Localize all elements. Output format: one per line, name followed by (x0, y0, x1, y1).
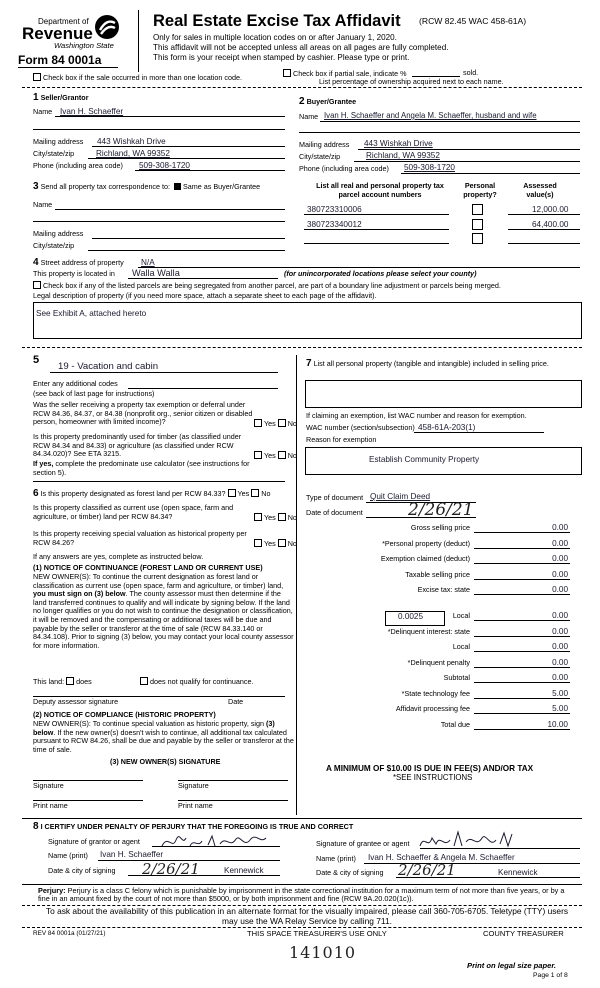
q-historic-answer: Yes No (254, 539, 297, 549)
q-timber-yes[interactable] (254, 451, 262, 459)
treasurer-stamp-number: 141010 (289, 943, 357, 962)
buyer-mailing[interactable]: 443 Wishkah Drive (364, 139, 433, 148)
correspondence-row: 3 Send all property tax correspondence to: Same as Buyer/Grantee (33, 181, 261, 192)
correspondence-mailing-field[interactable] (92, 238, 285, 239)
personal-col-header: Personal property? (463, 181, 497, 199)
land-does-checkbox[interactable] (66, 677, 74, 685)
grantor-print-name[interactable]: Ivan H. Schaeffer (100, 850, 164, 859)
assessed-value-1[interactable]: 12,000.00 (532, 205, 569, 214)
same-as-buyer-checkbox-checked[interactable] (174, 183, 181, 190)
q-forest-land: 6 Is this property designated as forest land per RCW 84.33? Yes No (33, 488, 271, 499)
tax-row-label: Affidavit processing fee (395, 704, 470, 713)
correspondence-name-field[interactable] (55, 209, 285, 210)
street-address[interactable]: N/A (141, 258, 155, 267)
segregated-row: Check box if any of the listed parcels are being segregated from another parcel, are part of a boundary line adjustment or parcels being merged. (33, 281, 501, 291)
revision-number: REV 84 0001a (01/27/21) (33, 930, 106, 937)
tax-row-field[interactable] (474, 698, 570, 699)
q-historic: Is this property receiving special valuation as historical property per RCW 84.26? (33, 529, 247, 547)
q-exemption-answer: Yes No (254, 419, 297, 429)
assessed-value-2[interactable]: 64,400.00 (532, 220, 569, 229)
seller-mailing[interactable]: 443 Wishkah Drive (97, 137, 166, 146)
land-does-not-checkbox[interactable] (140, 677, 148, 685)
legal-description: See Exhibit A, attached hereto (36, 309, 147, 318)
tax-row-field[interactable] (474, 563, 570, 564)
list-pct-note: List percentage of ownership acquired next to each name. (319, 77, 504, 86)
note-1: Only for sales in multiple location codes on or after January 1, 2020. (153, 33, 397, 42)
grantor-date[interactable]: 2/26/21 (142, 860, 200, 878)
q-current-use: Is this property classified as current use (open space, farm and agriculture, or timber) land per RCW 84.34? (33, 503, 234, 521)
q-exemption: Was the seller receiving a property tax exemption or deferral under RCW 84.36, 84.37, or 84.38 (nonprofit org., senior citizen or disabled person, homeowner with limited income)? (33, 400, 253, 427)
q-timber-if-yes: If yes, complete the predominate use calculator (see instructions for section 5). (33, 459, 250, 477)
tax-row-label: Taxable selling price (405, 569, 470, 579)
page-number: Page 1 of 8 (533, 972, 568, 979)
alternate-format-notice: To ask about the availability of this publication in an alternate format for the visually impaired, please call 360-705-6705. Teletype (TTY) users may use the WA Relay Service by calling 711. (45, 906, 569, 926)
personal-property-label: 7 List all personal property (tangible and intangible) included in selling price. (306, 358, 549, 369)
exemption-reason: Establish Community Property (369, 455, 480, 464)
personal-property-checkbox-2[interactable] (472, 219, 483, 230)
tax-row-value: 0.00 (552, 569, 568, 579)
tax-row-value: 10.00 (547, 719, 568, 729)
see-instructions: *SEE INSTRUCTIONS (393, 773, 473, 782)
partial-sale-checkbox[interactable] (283, 69, 291, 77)
q-timber-answer: Yes No (254, 451, 297, 461)
county-treasurer: COUNTY TREASURER (483, 929, 564, 938)
grantee-signature[interactable] (418, 830, 518, 852)
q-exemption-yes[interactable] (254, 419, 262, 427)
wac-number[interactable]: 458-61A-203(1) (418, 423, 476, 432)
state-name: Washington State (54, 41, 114, 50)
grantee-date[interactable]: 2/26/21 (398, 861, 456, 879)
tax-row-field[interactable] (474, 729, 570, 730)
parcel-col-header: List all real and personal property tax parcel account numbers (316, 181, 444, 199)
tax-row-field[interactable] (474, 682, 570, 683)
tax-row-field[interactable] (474, 579, 570, 580)
tax-row-value: 0.00 (552, 611, 568, 620)
land-use-code[interactable]: 19 - Vacation and cabin (58, 361, 159, 372)
tax-row-field[interactable] (474, 620, 570, 621)
document-type[interactable]: Quit Claim Deed (370, 492, 431, 501)
treasurer-use-only: THIS SPACE TREASURER'S USE ONLY (247, 929, 387, 938)
q-forest-no[interactable] (251, 489, 259, 497)
tax-row-label: Local (452, 611, 470, 620)
minimum-due: A MINIMUM OF $10.00 IS DUE IN FEE(S) AND/OR TAX (326, 764, 534, 773)
tax-row-value: 0.00 (552, 585, 568, 594)
personal-property-checkbox-3[interactable] (472, 233, 483, 244)
q-forest-yes[interactable] (228, 489, 236, 497)
buyer-city[interactable]: Richland, WA 99352 (366, 151, 440, 160)
seller-phone[interactable]: 509-308-1720 (139, 161, 190, 170)
perjury-notice: Perjury: Perjury is a class C felony which is punishable by imprisonment in the state correctional institution for a maximum term of not more than five years, or by a fine in an amount fixed by the court of not more than $5000, or by both imprisonment and fine (RCW 9A.20.020(1c)). (38, 886, 565, 904)
parcel-2[interactable]: 380723340012 (307, 220, 362, 229)
tax-row-value: 5.00 (552, 688, 568, 698)
tax-row-label: *Delinquent penalty (407, 657, 470, 667)
tax-row-field[interactable] (474, 594, 570, 595)
q-current-use-answer: Yes No (254, 513, 297, 523)
seller-name[interactable]: Ivan H. Schaeffer (60, 107, 124, 116)
note-2: This affidavit will not be accepted unless all areas on all pages are fully completed. (153, 43, 449, 52)
parcel-3[interactable] (304, 243, 449, 244)
note-3: This form is your receipt when stamped by cashier. Please type or print. (153, 53, 410, 62)
tax-row-field[interactable] (474, 713, 570, 714)
tax-row-value: 0.00 (552, 642, 568, 651)
q-exemption-no[interactable] (278, 419, 286, 427)
tax-row-value: 0.00 (552, 626, 568, 636)
legal-description-label: Legal description of property (if you need more space, attach a separate sheet to each page of the affidavit). (33, 291, 377, 300)
form-title: Real Estate Excise Tax Affidavit (153, 12, 401, 30)
tax-row-field[interactable] (474, 636, 570, 637)
assessed-value-3[interactable] (508, 243, 580, 244)
tax-row-label: Exemption claimed (deduct) (380, 554, 470, 563)
county[interactable]: Walla Walla (132, 268, 180, 278)
grantor-signature[interactable] (160, 832, 270, 852)
tax-row-value: 5.00 (552, 704, 568, 713)
this-land-row: This land: does (33, 677, 92, 686)
grantee-city[interactable]: Kennewick (498, 868, 538, 877)
buyer-heading: 2 Buyer/Grantee (299, 96, 357, 107)
document-date[interactable]: 2/26/21 (408, 500, 474, 520)
q-current-use-no[interactable] (278, 513, 286, 521)
tax-row-label: Gross selling price (410, 523, 470, 532)
land-does-not-row: does not qualify for continuance. (140, 677, 254, 687)
revenue-logo-icon (94, 14, 120, 40)
dept-line: Department of (38, 17, 89, 26)
segregated-checkbox[interactable] (33, 281, 41, 289)
tax-row-value: 0.00 (552, 554, 568, 563)
buyer-phone[interactable]: 509-308-1720 (404, 163, 455, 172)
q-historic-yes[interactable] (254, 539, 262, 547)
tax-row-label: Subtotal (443, 673, 470, 682)
notice-compliance-text: NEW OWNER(S): To continue special valuation as historic property, sign (3) below. If the new owner(s) doesn't wish to continue, all additional tax calculated pursuant to RCW 84.26, shall be due and payable by the seller or transferor at the time of sale. (33, 719, 294, 754)
partial-sale-row: Check box if partial sale, indicate % (283, 69, 406, 79)
q-historic-no[interactable] (278, 539, 286, 547)
parcel-1[interactable]: 380723310006 (307, 205, 362, 214)
q-timber: Is this property predominantly used for timber (as classified under RCW 84.34 and 84.33) or agriculture (as classified under RCW 84.34.020)? See ETA 3215. (33, 432, 242, 459)
legal-paper-note: Print on legal size paper. (467, 961, 557, 970)
tax-row-value: 0.00 (552, 523, 568, 532)
tax-row-label: Total due (440, 719, 470, 729)
correspondence-city-field[interactable] (88, 250, 285, 251)
new-owner-signature-title: (3) NEW OWNER(S) SIGNATURE (110, 757, 221, 766)
buyer-name[interactable]: Ivan H. Schaeffer and Angela M. Schaeffer, husband and wife (324, 111, 537, 120)
form-number: Form 84 0001a (18, 53, 102, 67)
certify-statement: 8 I CERTIFY UNDER PENALTY OF PERJURY THAT THE FOREGOING IS TRUE AND CORRECT (33, 821, 354, 832)
tax-rate: 0.0025 (398, 612, 424, 621)
multi-location-checkbox[interactable] (33, 73, 41, 81)
tax-row-label: Excise tax: state (417, 585, 470, 594)
tax-row-value: 0.00 (552, 538, 568, 548)
tax-row-field[interactable] (474, 651, 570, 652)
seller-city[interactable]: Richland, WA 99352 (96, 149, 170, 158)
tax-row-value: 0.00 (552, 673, 568, 682)
q-current-use-yes[interactable] (254, 513, 262, 521)
agency-logo-text: Revenue (22, 24, 93, 43)
grantor-city[interactable]: Kennewick (224, 866, 264, 875)
tax-row-field[interactable] (474, 548, 570, 549)
personal-property-checkbox-1[interactable] (472, 204, 483, 215)
tax-row-field[interactable] (474, 667, 570, 668)
form-title-rcw: (RCW 82.45 WAC 458-61A) (419, 16, 527, 26)
tax-row-label: *State technology fee (401, 688, 470, 698)
q-timber-no[interactable] (278, 451, 286, 459)
seller-heading: 1 Seller/Grantor (33, 92, 89, 103)
personal-property-box[interactable] (305, 380, 582, 408)
tax-row-label: Local (452, 642, 470, 651)
multi-location-row: Check box if the sale occurred in more than one location code. (33, 73, 242, 83)
notice-continuance-text: NEW OWNER(S): To continue the current designation as forest land or classification as current use (open space, farm and agriculture, or timber) land, you must sign on (3) below. The county assessor must then determine if the land transferred continues to qualify and will indicate by signing below. If the land no longer qualifies or you do not wish to continue the designation or classification, it will be removed and the compensating or additional taxes will be due and payable by the seller or transferor at the time of sale (RCW 84.33.140 or 84.34.108). Prior to signing (3) below, you may contact your local county assessor for more information. (33, 572, 294, 650)
tax-row-field[interactable] (474, 532, 570, 533)
tax-row-label: *Delinquent interest: state (387, 626, 470, 636)
notice-continuance-title: (1) NOTICE OF CONTINUANCE (FOREST LAND OR CURRENT USE) (33, 563, 263, 572)
tax-row-value: 0.00 (552, 657, 568, 667)
legal-description-box[interactable] (33, 302, 582, 339)
street-address-row: 4 Street address of property (33, 257, 124, 268)
tax-row-label: *Personal property (deduct) (382, 538, 470, 548)
notice-compliance-title: (2) NOTICE OF COMPLIANCE (HISTORIC PROPERTY) (33, 710, 216, 719)
grantee-print-name[interactable]: Ivan H. Schaeffer & Angela M. Schaeffer (368, 853, 515, 862)
assessed-col-header: Assessed value(s) (523, 181, 557, 199)
